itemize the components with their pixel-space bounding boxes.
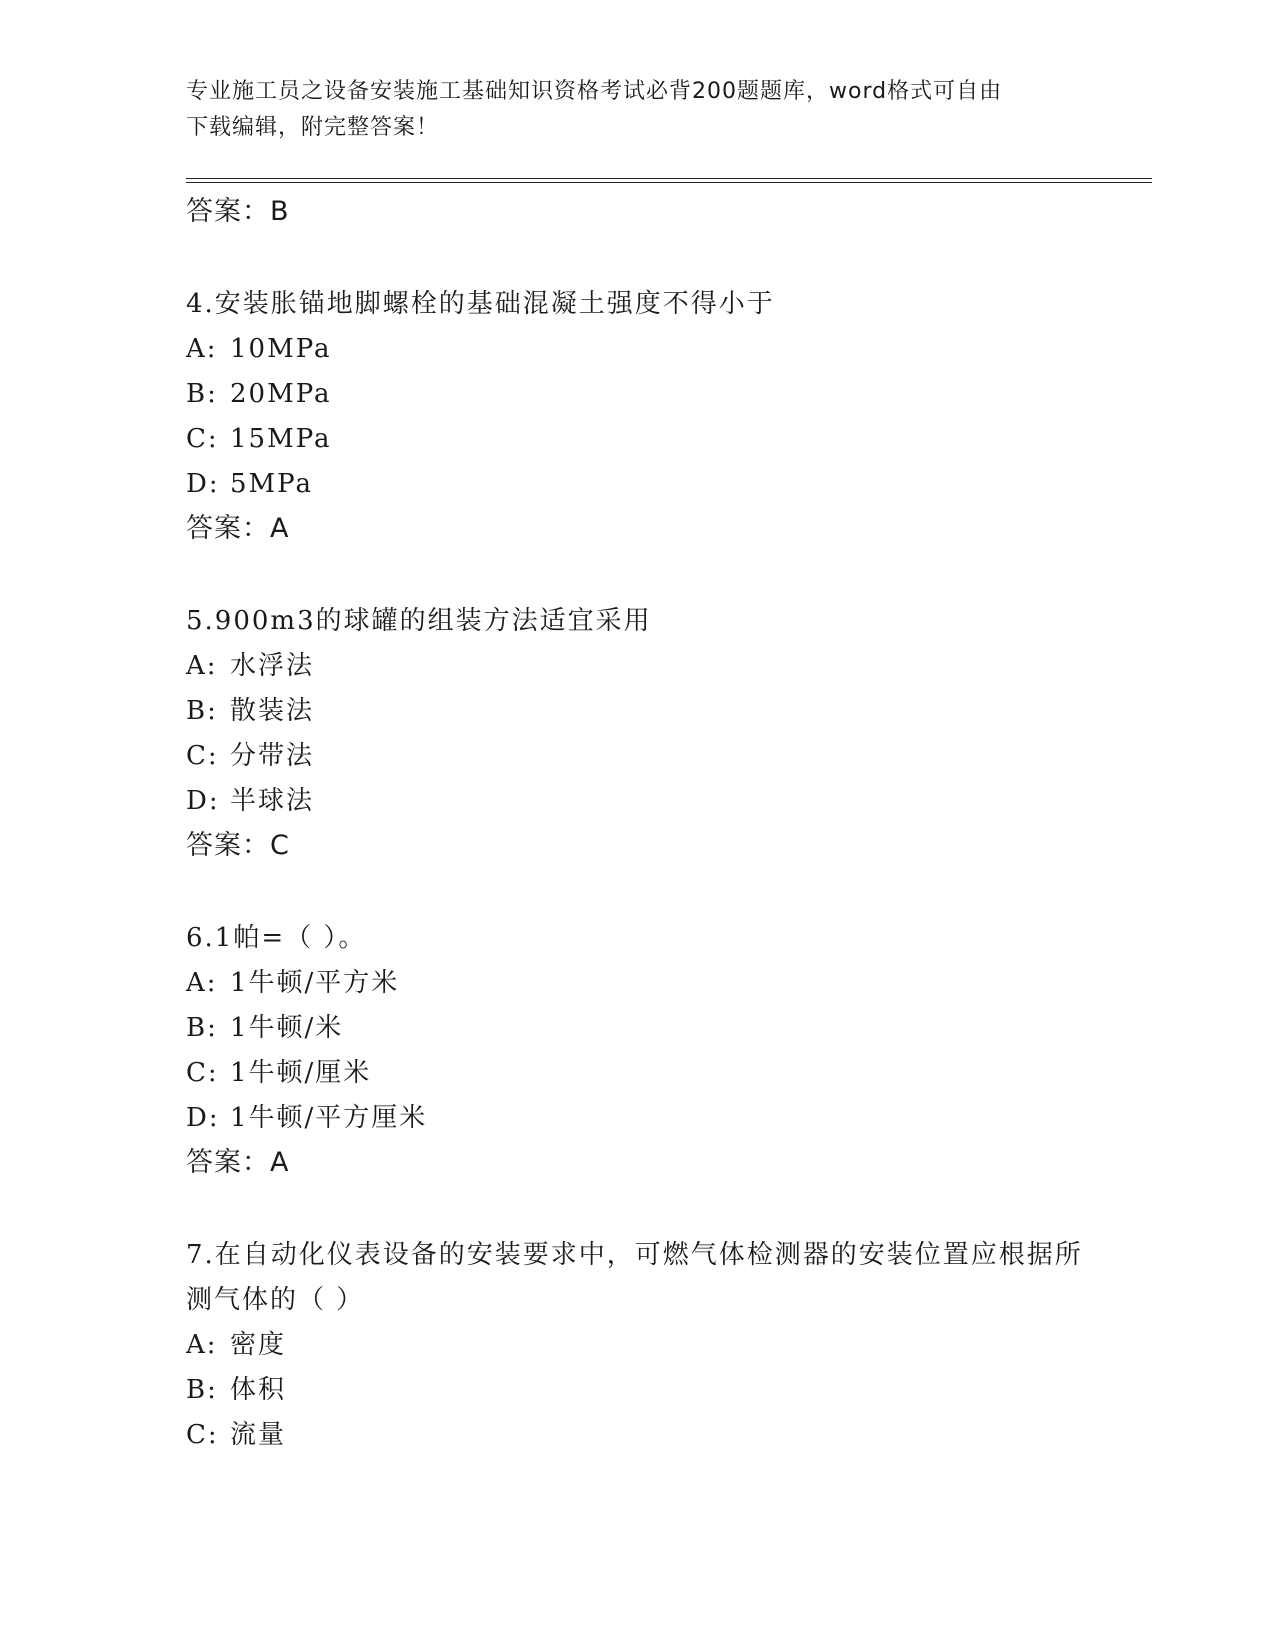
option-text: 半球法: [230, 786, 315, 816]
question-title: 6.1帕=（ ）。: [186, 923, 367, 953]
option-c: [186, 1051, 1086, 1096]
option-text: 散装法: [230, 696, 315, 726]
option-text: 15MPa: [230, 424, 332, 454]
option-c: [186, 417, 1086, 462]
answer-line: 答案：C: [186, 830, 290, 861]
option-text: 1牛顿/平方厘米: [230, 1103, 428, 1133]
option-c: [186, 1413, 1086, 1458]
question-4: [186, 282, 1086, 551]
option-label: B:: [186, 379, 218, 409]
option-d: [186, 1096, 1086, 1141]
option-text: 1牛顿/米: [230, 1013, 344, 1043]
option-label: A:: [186, 968, 218, 998]
question-list: [186, 190, 1086, 1458]
header-line-2: 下载编辑，附完整答案！: [186, 115, 440, 140]
option-d: [186, 462, 1086, 507]
option-text: 密度: [230, 1330, 287, 1360]
option-label: B:: [186, 1375, 218, 1405]
option-label: C:: [186, 1058, 219, 1088]
question-title: 7.在自动化仪表设备的安装要求中，可燃气体检测器的安装位置应根据所测气体的（ ）: [186, 1240, 1083, 1315]
page-header: [186, 74, 1066, 146]
option-label: B:: [186, 696, 218, 726]
option-label: C:: [186, 741, 219, 771]
option-label: A:: [186, 1330, 218, 1360]
option-text: 分带法: [230, 741, 315, 771]
option-label: A:: [186, 334, 218, 364]
option-text: 流量: [230, 1420, 287, 1450]
option-text: 20MPa: [230, 379, 332, 409]
option-text: 1牛顿/厘米: [230, 1058, 372, 1088]
question-6: [186, 916, 1086, 1185]
option-b: [186, 689, 1086, 734]
option-text: 10MPa: [230, 334, 332, 364]
option-b: [186, 1006, 1086, 1051]
option-label: A:: [186, 651, 218, 681]
option-text: 体积: [230, 1375, 287, 1405]
option-text: 水浮法: [230, 651, 315, 681]
option-text: 5MPa: [230, 469, 313, 499]
option-d: [186, 779, 1086, 824]
option-text: 1牛顿/平方米: [230, 968, 400, 998]
option-label: D:: [186, 786, 220, 816]
option-label: B:: [186, 1013, 218, 1043]
option-label: C:: [186, 424, 219, 454]
option-b: [186, 1368, 1086, 1413]
question-5: [186, 599, 1086, 868]
option-a: [186, 327, 1086, 372]
header-divider: [186, 178, 1152, 183]
option-label: D:: [186, 1103, 220, 1133]
option-a: [186, 961, 1086, 1006]
answer-line: 答案：A: [186, 513, 290, 544]
header-line-1: 专业施工员之设备安装施工基础知识资格考试必背200题题库，word格式可自由: [186, 79, 1003, 104]
question-7: [186, 1233, 1086, 1458]
question-title: 5.900m3的球罐的组装方法适宜采用: [186, 606, 652, 636]
question-title: 4.安装胀锚地脚螺栓的基础混凝土强度不得小于: [186, 289, 775, 319]
option-b: [186, 372, 1086, 417]
answer-line: 答案：A: [186, 1147, 290, 1178]
option-label: C:: [186, 1420, 219, 1450]
option-a: [186, 1323, 1086, 1368]
option-c: [186, 734, 1086, 779]
option-a: [186, 644, 1086, 689]
option-label: D:: [186, 469, 220, 499]
answer-line: 答案：B: [186, 196, 290, 227]
